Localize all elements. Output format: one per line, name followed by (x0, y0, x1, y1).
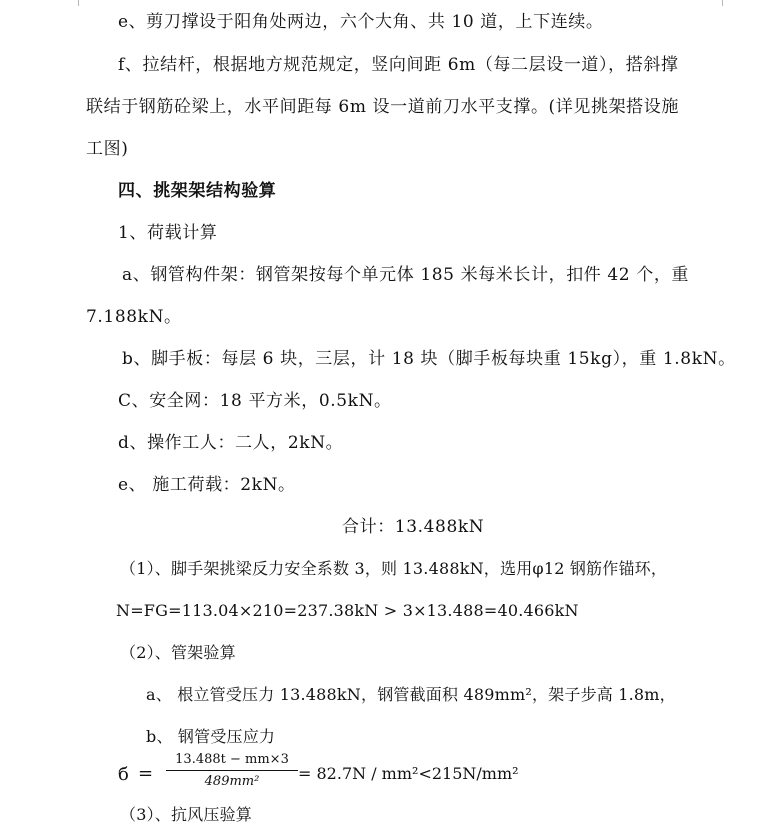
check-2-item-b: b、 钢管受压应力 (146, 727, 276, 746)
load-total: 合计：13.488kN (342, 517, 485, 537)
load-item-e: e、 施工荷载：2kN。 (118, 475, 296, 495)
page-corner-mark-right (722, 0, 735, 6)
item-e-bracing: e、剪刀撑设于阳角处两边，六个大角、共 10 道，上下连续。 (118, 12, 604, 32)
formula-result: = 82.7N / mm²<215N/mm² (298, 764, 519, 783)
formula-sigma: б (118, 764, 129, 785)
load-item-d: d、操作工人：二人，2kN。 (118, 433, 344, 453)
load-item-a: a、钢管构件架：钢管架按每个单元体 185 米每米长计，扣件 42 个，重 (122, 265, 690, 285)
check-1-line-1: （1）、脚手架挑梁反力安全系数 3，则 13.488kN，选用φ12 钢筋作锚环， (120, 559, 668, 578)
page-corner-mark-left (66, 0, 79, 6)
section-heading: 四、挑架架结构验算 (118, 181, 277, 201)
load-item-c: C、安全网：18 平方米，0.5kN。 (118, 391, 392, 411)
check-3-heading: （3）、抗风压验算 (120, 805, 252, 824)
load-item-a-cont: 7.188kN。 (86, 307, 182, 327)
formula-equals: = (138, 763, 154, 784)
item-f-tie-rod-cont: 联结于钢筋砼梁上，水平间距每 6m 设一道前刀水平支撑。(详见挑架搭设施 (86, 97, 679, 117)
check-2-item-a: a、 根立管受压力 13.488kN，钢管截面积 489mm²，架子步高 1.8m， (146, 685, 676, 704)
item-f-tie-rod: f、拉结杆，根据地方规范规定，竖向间距 6m（每二层设一道），搭斜撑 (118, 55, 679, 75)
subsection-load-calc: 1、荷载计算 (118, 223, 218, 243)
check-2-heading: （2）、管架验算 (120, 643, 236, 662)
load-item-b: b、脚手板：每层 6 块，三层，计 18 块（脚手板每块重 15kg），重 1.8kN。 (122, 349, 736, 369)
stress-formula (118, 750, 538, 802)
formula-numerator: 13.488t − mm×3 (175, 752, 289, 767)
item-f-tie-rod-end: 工图) (86, 139, 129, 159)
formula-fraction (162, 750, 302, 793)
check-1-line-2: N=FG=113.04×210=237.38kN > 3×13.488=40.466kN (116, 601, 579, 620)
formula-denominator: 489mm² (204, 774, 260, 789)
